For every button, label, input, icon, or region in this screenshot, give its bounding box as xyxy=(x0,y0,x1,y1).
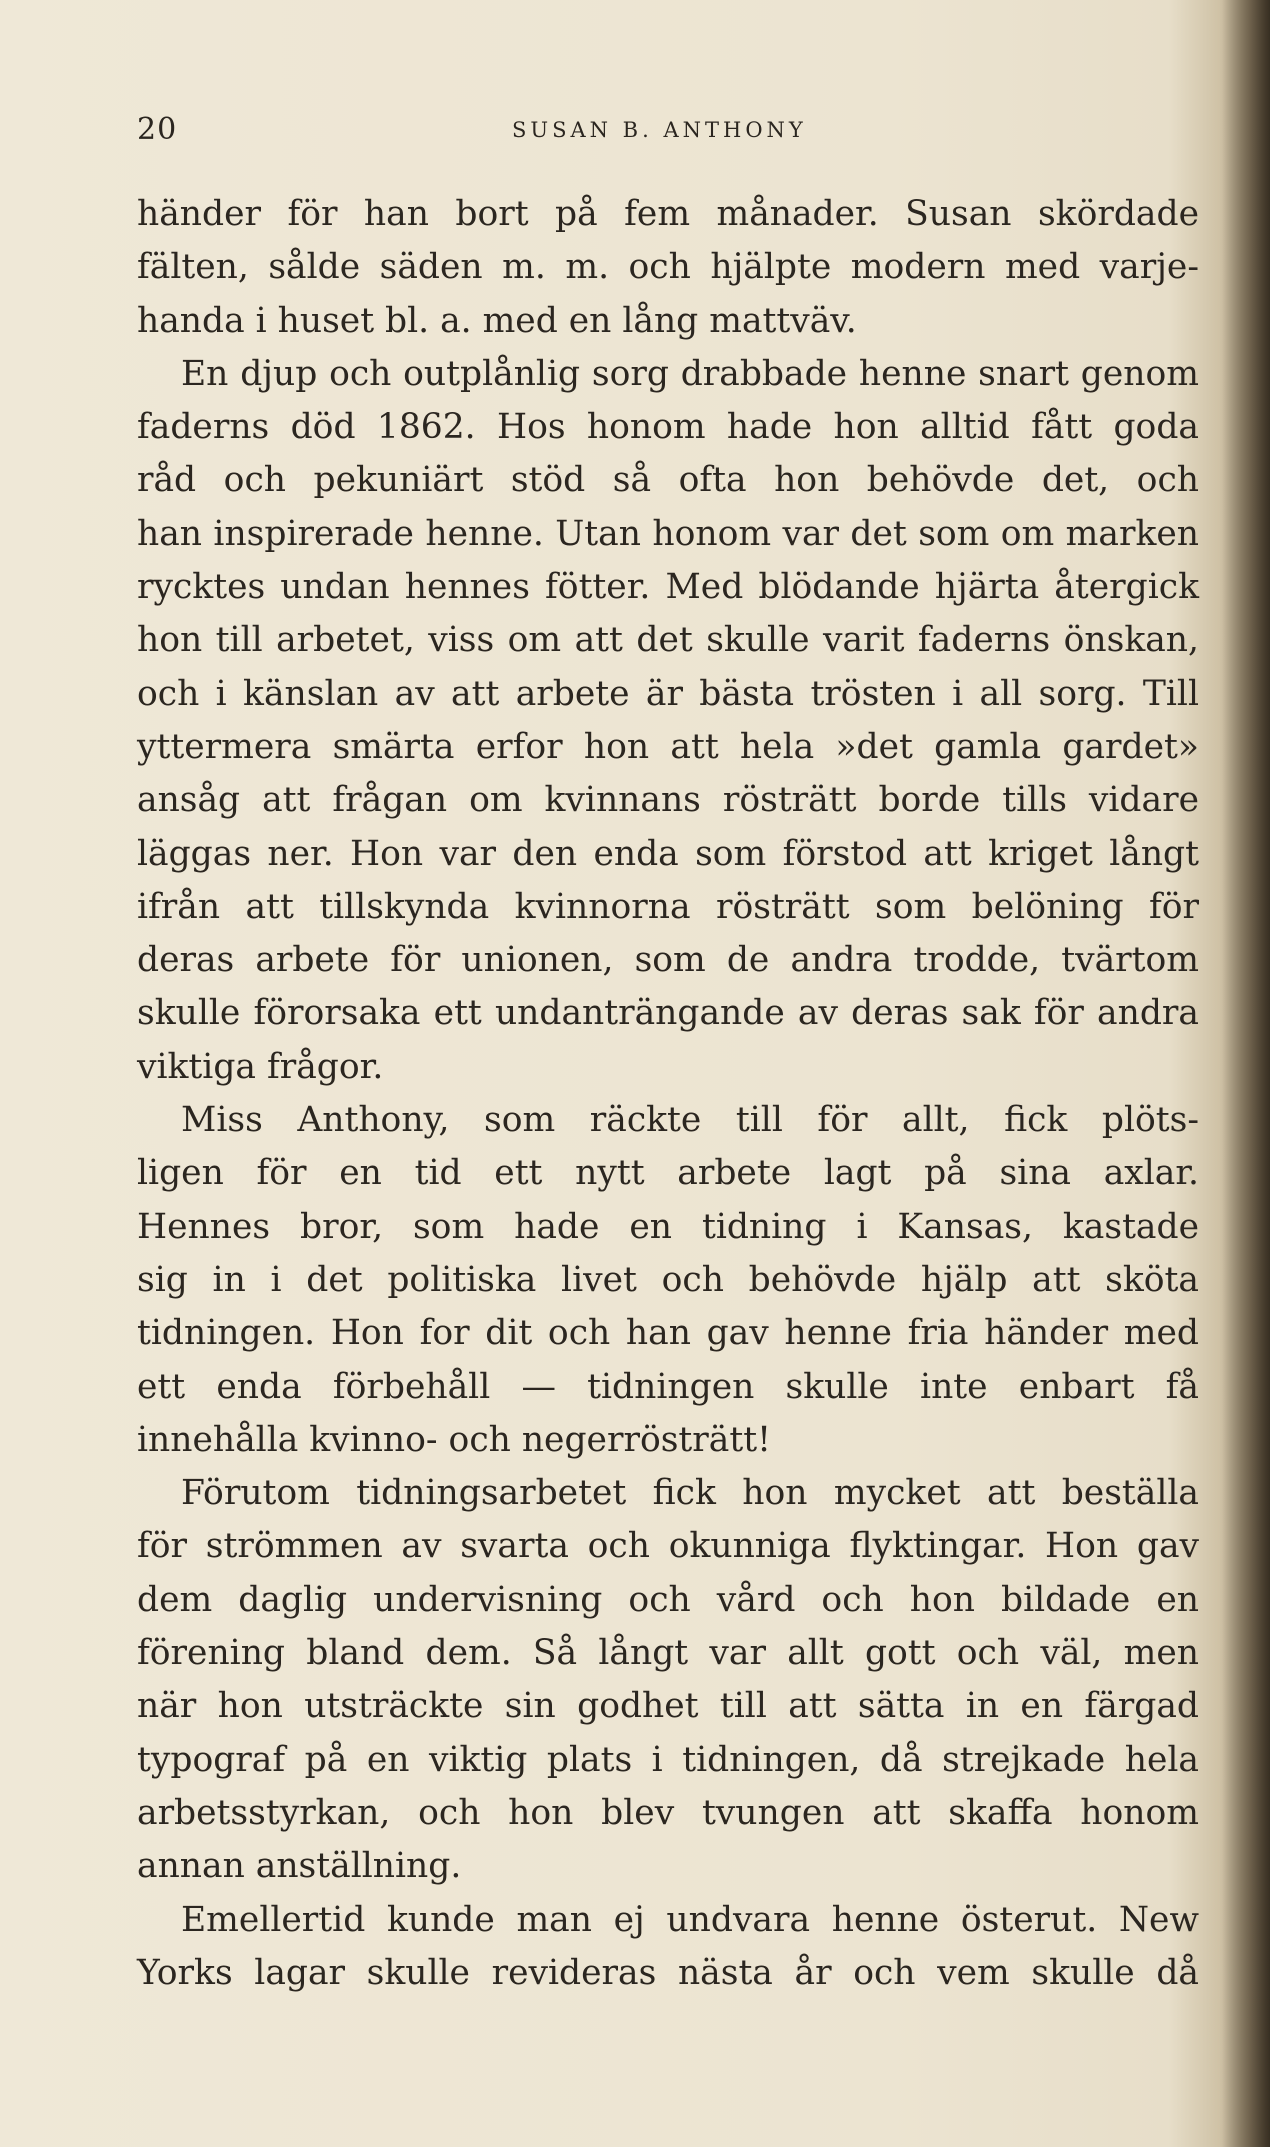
text-line: annan anställning. xyxy=(137,1846,462,1887)
text-line: rycktes undan hennes fötter. Med blödande hjärta återgick xyxy=(137,567,1199,608)
text-line: dem daglig undervisning och vård och hon bildade en xyxy=(137,1579,1199,1620)
text-line: råd och pekuniärt stöd så ofta hon behövde det, och xyxy=(137,460,1199,501)
page-gutter-shadow xyxy=(1222,0,1270,2147)
text-line: hon till arbetet, viss om att det skulle varit faderns önskan, xyxy=(137,620,1199,661)
running-head xyxy=(137,112,1197,152)
text-line: viktiga frågor. xyxy=(137,1046,384,1087)
page-number: 20 xyxy=(137,112,178,147)
text-line: och i känslan av att arbete är bästa trösten i all sorg. Till xyxy=(137,673,1199,714)
text-line: deras arbete för unionen, som de andra trodde, tvärtom xyxy=(137,940,1199,981)
text-line: innehålla kvinno- och negerrösträtt! xyxy=(137,1419,771,1460)
text-line: Emellertid kunde man ej undvara henne österut. New xyxy=(181,1899,1199,1940)
text-line: ligen för en tid ett nytt arbete lagt på sina axlar. xyxy=(137,1153,1199,1194)
text-line: typograf på en viktig plats i tidningen, då strejkade hela xyxy=(137,1739,1199,1780)
text-line: sig in i det politiska livet och behövde hjälp att sköta xyxy=(137,1259,1199,1300)
text-line: förening bland dem. Så långt var allt gott och väl, men xyxy=(137,1633,1199,1674)
text-line: tidningen. Hon for dit och han gav henne fria händer med xyxy=(137,1313,1199,1354)
text-line: handa i huset bl. a. med en lång mattväv. xyxy=(137,300,857,341)
body-text xyxy=(137,188,1199,2000)
text-line: läggas ner. Hon var den enda som förstod att kriget långt xyxy=(137,833,1199,874)
text-line: ansåg att frågan om kvinnans rösträtt borde tills vidare xyxy=(137,780,1199,821)
text-line: ett enda förbehåll — tidningen skulle inte enbart få xyxy=(137,1366,1199,1407)
text-line: Förutom tidningsarbetet fick hon mycket att beställa xyxy=(181,1473,1199,1514)
text-line: Hennes bror, som hade en tidning i Kansas, kastade xyxy=(137,1206,1199,1247)
text-line: arbetsstyrkan, och hon blev tvungen att skaffa honom xyxy=(137,1792,1199,1833)
text-line: för strömmen av svarta och okunniga flyktingar. Hon gav xyxy=(137,1526,1199,1567)
text-line: yttermera smärta erfor hon att hela »det gamla gardet» xyxy=(137,726,1199,767)
text-line: han inspirerade henne. Utan honom var det som om marken xyxy=(137,513,1199,554)
text-line: Yorks lagar skulle revideras nästa år och vem skulle då xyxy=(137,1952,1199,1993)
text-line: fälten, sålde säden m. m. och hjälpte modern med varje- xyxy=(137,247,1199,288)
text-line: händer för han bort på fem månader. Susan skördade xyxy=(137,194,1199,234)
text-line: ifrån att tillskynda kvinnorna rösträtt som belöning för xyxy=(137,886,1199,927)
running-title: SUSAN B. ANTHONY xyxy=(512,118,807,142)
text-line: Miss Anthony, som räckte till för allt, fick plöts- xyxy=(181,1100,1199,1141)
text-line: när hon utsträckte sin godhet till att sätta in en färgad xyxy=(137,1686,1199,1727)
text-line: En djup och outplånlig sorg drabbade henne snart genom xyxy=(181,353,1199,394)
text-line: faderns död 1862. Hos honom hade hon alltid fått goda xyxy=(137,407,1199,448)
text-line: skulle förorsaka ett undanträngande av deras sak för andra xyxy=(137,993,1199,1034)
